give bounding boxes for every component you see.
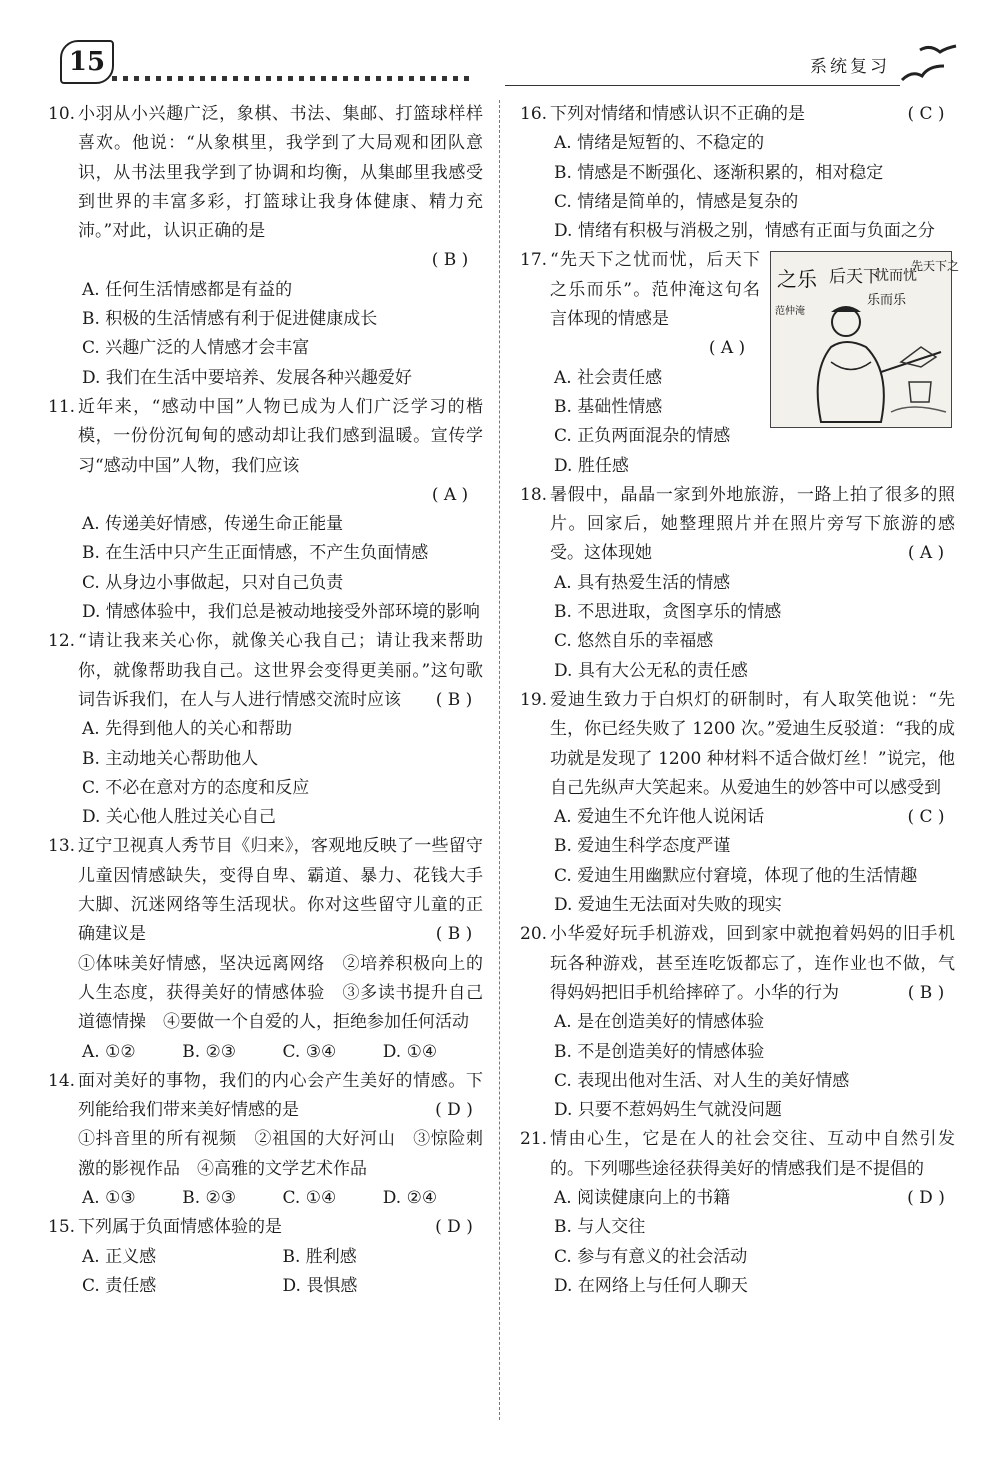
answer: ( C )	[907, 104, 945, 124]
answer: ( D )	[435, 1217, 473, 1238]
question-number: 10.	[48, 104, 76, 124]
question-number: 14.	[48, 1070, 76, 1091]
question-items: ①体味美好情感，坚决远离网络 ②培养积极向上的人生态度，获得美好的情感体验 ③多读书提升自己道德情操 ④要做一个自爱的人，拒绝参加任何活动	[78, 953, 483, 1033]
option: B. ②③	[182, 1187, 237, 1208]
option: C. ③④	[282, 1041, 337, 1062]
birds-icon	[900, 40, 960, 90]
answer: ( B )	[435, 689, 473, 710]
right-column	[520, 100, 960, 1301]
option: A. 先得到他人的关心和帮助	[82, 719, 293, 740]
question-stem: 下列对情绪和情感认识不正确的是	[550, 104, 805, 124]
option: C. 责任感	[82, 1275, 157, 1296]
question-number: 18.	[520, 484, 548, 505]
option: B. 主动地关心帮助他人	[82, 748, 259, 769]
option: D. ②④	[382, 1187, 438, 1208]
option: C. 参与有意义的社会活动	[554, 1246, 748, 1267]
option: D. 只要不惹妈妈生气就没问题	[554, 1100, 782, 1121]
option: D. 具有大公无私的责任感	[554, 660, 748, 681]
answer: ( D )	[435, 1100, 473, 1121]
option: A. 是在创造美好的情感体验	[554, 1012, 765, 1033]
option: D. 在网络上与任何人聊天	[554, 1275, 748, 1296]
question-12	[48, 627, 483, 832]
question-stem: “请让我来关心你，就像关心我自己；请让我来帮助你，就像帮助我自己。这世界会变得更美丽。”这句歌词告诉我们，在人与人进行情感交流时应该	[78, 631, 483, 710]
question-stem: 情由心生，它是在人的社会交往、互动中自然引发的。下列哪些途径获得美好的情感我们是不提倡的	[550, 1129, 955, 1179]
option: D. 关心他人胜过关心自己	[82, 807, 276, 828]
option: A. 传递美好情感，传递生命正能量	[82, 514, 344, 535]
option: B. 基础性情感	[554, 396, 663, 417]
header-rule	[505, 85, 900, 86]
answer: ( A )	[708, 338, 746, 359]
question-stem: 下列属于负面情感体验的是	[78, 1217, 282, 1238]
question-stem: 爱迪生致力于白炽灯的研制时，有人取笑他说：“先生，你已经失败了 1200 次。”爱迪生反驳道：“我的成功就是发现了 1200 种材料不适合做灯丝！”说完，他自己先纵声大笑起来。从爱迪生的妙答中可以感受到	[550, 689, 955, 798]
question-stem: 小羽从小兴趣广泛，象棋、书法、集邮、打篮球样样喜欢。他说：“从象棋里，我学到了大局观和团队意识，从书法里我学到了协调和均衡，从集邮里我感受到世界的丰富多彩，打篮球让我身体健康、精力充沛。”对此，认识正确的是	[78, 104, 483, 242]
question-stem: “先天下之忧而忧，后天下之乐而乐”。范仲淹这句名言体现的情感是	[550, 250, 760, 330]
question-18	[520, 481, 955, 686]
option: A. ①②	[82, 1041, 136, 1062]
option: D. 胜任感	[554, 455, 629, 476]
question-number: 17.	[520, 250, 548, 271]
question-number: 16.	[520, 104, 548, 124]
answer: ( B )	[431, 250, 469, 271]
option: B. 在生活中只产生正面情感，不产生负面情感	[82, 543, 429, 564]
option: A. 阅读健康向上的书籍	[554, 1187, 731, 1208]
option: C. 正负两面混杂的情感	[554, 426, 731, 447]
question-14	[48, 1067, 483, 1213]
option: A. 情绪是短暂的、不稳定的	[554, 133, 765, 154]
question-21	[520, 1125, 955, 1301]
question-20	[520, 920, 955, 1125]
question-items: ①抖音里的所有视频 ②祖国的大好河山 ③惊险刺激的影视作品 ④高雅的文学艺术作品	[78, 1129, 483, 1179]
header-dots-decoration	[112, 68, 502, 82]
option: D. 爱迪生无法面对失败的现实	[554, 895, 782, 916]
question-17	[520, 246, 960, 480]
option: B. 不是创造美好的情感体验	[554, 1041, 765, 1062]
answer: ( D )	[907, 1187, 945, 1208]
question-number: 21.	[520, 1129, 548, 1150]
left-column	[48, 100, 483, 1301]
option: A. 社会责任感	[554, 367, 663, 388]
answer: ( B )	[907, 982, 945, 1003]
option: B. ②③	[182, 1041, 237, 1062]
question-stem: 面对美好的事物，我们的内心会产生美好的情感。下列能给我们带来美好情感的是	[78, 1070, 483, 1121]
question-stem: 小华爱好玩手机游戏，回到家中就抱着妈妈的旧手机玩各种游戏，甚至连吃饭都忘了，连作业也不做，气得妈妈把旧手机给摔碎了。小华的行为	[550, 924, 955, 1003]
answer: ( A )	[431, 484, 469, 505]
answer: ( B )	[435, 924, 473, 945]
question-number: 13.	[48, 836, 76, 857]
option: B. 爱迪生科学态度严谨	[554, 836, 731, 857]
answer: ( C )	[907, 807, 945, 828]
option: C. 从身边小事做起，只对自己负责	[82, 572, 344, 593]
page-number: 15	[60, 40, 114, 84]
question-stem: 辽宁卫视真人秀节目《归来》，客观地反映了一些留守儿童因情感缺失，变得自卑、霸道、暴力、花钱大手大脚、沉迷网络等生活现状。你对这些留守儿童的正确建议是	[78, 836, 483, 945]
question-13	[48, 832, 483, 1066]
question-number: 12.	[48, 631, 76, 652]
question-11	[48, 393, 483, 627]
calligraphy-char: 乐而乐	[867, 293, 907, 309]
option: C. 悠然自乐的幸福感	[554, 631, 714, 652]
section-title: 系统复习	[810, 57, 890, 77]
option: B. 胜利感	[282, 1246, 357, 1267]
option: C. 兴趣广泛的人情感才会丰富	[82, 338, 310, 359]
calligraphy-char: 忧而忧	[875, 268, 917, 285]
portrait-illustration	[771, 252, 960, 427]
option: D. 情绪有积极与消极之别，情感有正面与负面之分	[554, 221, 935, 242]
question-number: 11.	[48, 396, 76, 417]
calligraphy-char: 先天下之	[911, 259, 960, 274]
option: A. ①③	[82, 1187, 136, 1208]
question-number: 19.	[520, 689, 548, 710]
calligraphy-char: 后天下	[829, 267, 880, 288]
option: B. 不思进取，贪图享乐的情感	[554, 602, 782, 623]
question-16	[520, 100, 955, 246]
question-10	[48, 100, 483, 393]
column-divider	[499, 100, 500, 1420]
question-stem: 暑假中，晶晶一家到外地旅游，一路上拍了很多的照片。回家后，她整理照片并在照片旁写下旅游的感受。这体现她	[550, 484, 955, 564]
answer: ( A )	[907, 543, 945, 564]
page-header	[0, 0, 1000, 95]
option: B. 情感是不断强化、逐渐积累的，相对稳定	[554, 162, 884, 183]
option: A. 正义感	[82, 1246, 157, 1267]
option: C. 爱迪生用幽默应付窘境，体现了他的生活情趣	[554, 865, 918, 886]
option: B. 与人交往	[554, 1217, 646, 1238]
calligraphy-char: 之乐	[777, 267, 817, 292]
calligraphy-signature: 范仲淹	[775, 306, 805, 318]
question-15	[48, 1213, 483, 1301]
question-19	[520, 686, 955, 920]
option: C. 不必在意对方的态度和反应	[82, 777, 310, 798]
option: C. 情绪是简单的，情感是复杂的	[554, 191, 799, 212]
option: A. 具有热爱生活的情感	[554, 572, 731, 593]
question-stem: 近年来，“感动中国”人物已成为人们广泛学习的楷模，一份份沉甸甸的感动却让我们感到温暖。宣传学习“感动中国”人物，我们应该	[78, 396, 483, 476]
question-number: 20.	[520, 924, 548, 945]
option: D. 畏惧感	[282, 1275, 358, 1296]
option: D. 情感体验中，我们总是被动地接受外部环境的影响	[82, 602, 480, 623]
option: A. 爱迪生不允许他人说闲话	[554, 807, 765, 828]
question-number: 15.	[48, 1217, 76, 1238]
fan-zhongyan-portrait-image	[770, 251, 960, 428]
option: B. 积极的生活情感有利于促进健康成长	[82, 309, 378, 330]
option: D. 我们在生活中要培养、发展各种兴趣爱好	[82, 367, 412, 388]
option: A. 任何生活情感都是有益的	[82, 279, 293, 300]
option: C. ①④	[282, 1187, 337, 1208]
option: C. 表现出他对生活、对人生的美好情感	[554, 1070, 850, 1091]
option: D. ①④	[382, 1041, 438, 1062]
